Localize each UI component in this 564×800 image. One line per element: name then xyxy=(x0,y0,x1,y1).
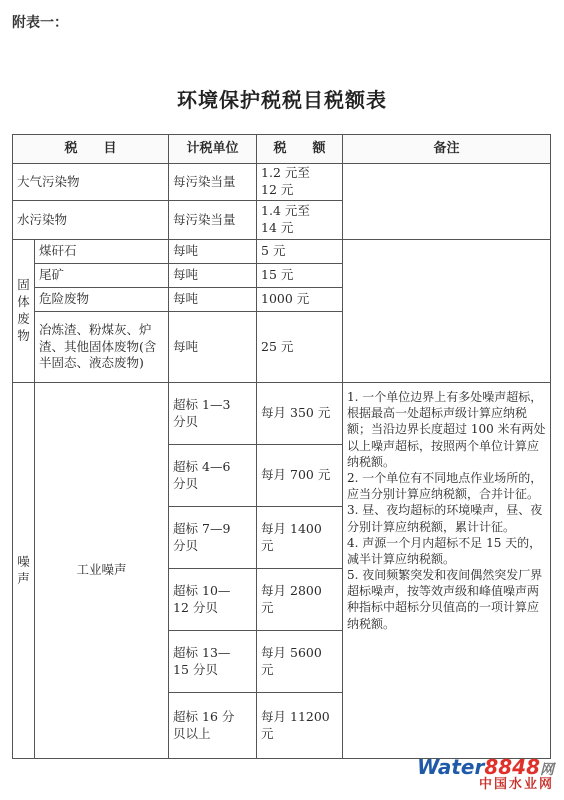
item-smelting-slag: 冶炼渣、粉煤灰、炉渣、其他固体废物(含半固态、液态废物) xyxy=(35,312,169,383)
note-1: 1. 一个单位边界上有多处噪声超标，根据最高一处超标声级计算应纳税额；当沿边界长度超过 100 米有两处以上噪声超标，按照两个单位计算应纳税额。 xyxy=(347,390,546,469)
noise-level-5: 超标 13— 15 分贝 xyxy=(169,631,257,693)
table-row xyxy=(13,383,551,445)
unit-coal-gangue: 每吨 xyxy=(169,240,257,264)
group-noise: 噪声 xyxy=(13,383,35,759)
table-header-row xyxy=(13,135,551,164)
noise-amount-1: 每月 350 元 xyxy=(257,383,343,445)
header-amount: 税 额 xyxy=(257,135,343,164)
group-solid-waste: 固体废物 xyxy=(13,240,35,383)
header-unit: 计税单位 xyxy=(169,135,257,164)
item-water: 水污染物 xyxy=(13,201,169,240)
noise-amount-6: 每月 11200 元 xyxy=(257,693,343,759)
watermark-net: 网 xyxy=(540,762,554,779)
watermark-number: 8848 xyxy=(484,755,540,780)
unit-smelting-slag: 每吨 xyxy=(169,312,257,383)
header-remarks: 备注 xyxy=(343,135,551,164)
unit-air: 每污染当量 xyxy=(169,164,257,201)
page-title: 环境保护税税目税额表 xyxy=(177,88,387,112)
header-item: 税 目 xyxy=(13,135,169,164)
noise-amount-5: 每月 5600 元 xyxy=(257,631,343,693)
noise-level-6: 超标 16 分 贝以上 xyxy=(169,693,257,759)
remarks-empty xyxy=(343,240,551,383)
item-coal-gangue: 煤矸石 xyxy=(35,240,169,264)
noise-level-3: 超标 7—9 分贝 xyxy=(169,507,257,569)
item-hazardous-waste: 危险废物 xyxy=(35,288,169,312)
noise-notes xyxy=(343,383,551,759)
watermark-sub: 中国水业网 xyxy=(478,777,554,793)
note-5: 5. 夜间频繁突发和夜间偶然突发厂界超标噪声，按等效声级和峰值噪声两种指标中超标分贝值高的一项计算应纳税额。 xyxy=(347,568,543,631)
amount-coal-gangue: 5 元 xyxy=(257,240,343,264)
note-3: 3. 昼、夜均超标的环境噪声，昼、夜分别计算应纳税额，累计计征。 xyxy=(347,503,543,534)
note-4: 4. 声源一个月内超标不足 15 天的，减半计算应纳税额。 xyxy=(347,535,542,566)
watermark-main: Water xyxy=(417,755,485,780)
item-tailings: 尾矿 xyxy=(35,264,169,288)
table-row xyxy=(13,240,551,264)
table-row xyxy=(13,164,551,201)
amount-tailings: 15 元 xyxy=(257,264,343,288)
amount-hazardous-waste: 1000 元 xyxy=(257,288,343,312)
amount-smelting-slag: 25 元 xyxy=(257,312,343,383)
noise-amount-2: 每月 700 元 xyxy=(257,445,343,507)
amount-air: 1.2 元至 12 元 xyxy=(257,164,343,201)
remarks-empty xyxy=(343,164,551,240)
item-air: 大气污染物 xyxy=(13,164,169,201)
unit-hazardous-waste: 每吨 xyxy=(169,288,257,312)
note-2: 2. 一个单位有不同地点作业场所的，应当分别计算应纳税额，合并计征。 xyxy=(347,470,543,502)
watermark xyxy=(417,757,554,792)
noise-level-1: 超标 1—3 分贝 xyxy=(169,383,257,445)
noise-level-2: 超标 4—6 分贝 xyxy=(169,445,257,507)
watermark-logo xyxy=(417,757,554,778)
noise-amount-4: 每月 2800 元 xyxy=(257,569,343,631)
unit-tailings: 每吨 xyxy=(169,264,257,288)
subgroup-industrial-noise: 工业噪声 xyxy=(35,383,169,759)
unit-water: 每污染当量 xyxy=(169,201,257,240)
noise-amount-3: 每月 1400 元 xyxy=(257,507,343,569)
noise-level-4: 超标 10— 12 分贝 xyxy=(169,569,257,631)
tax-rate-table xyxy=(12,134,551,759)
amount-water: 1.4 元至 14 元 xyxy=(257,201,343,240)
appendix-label: 附表一： xyxy=(12,15,68,31)
